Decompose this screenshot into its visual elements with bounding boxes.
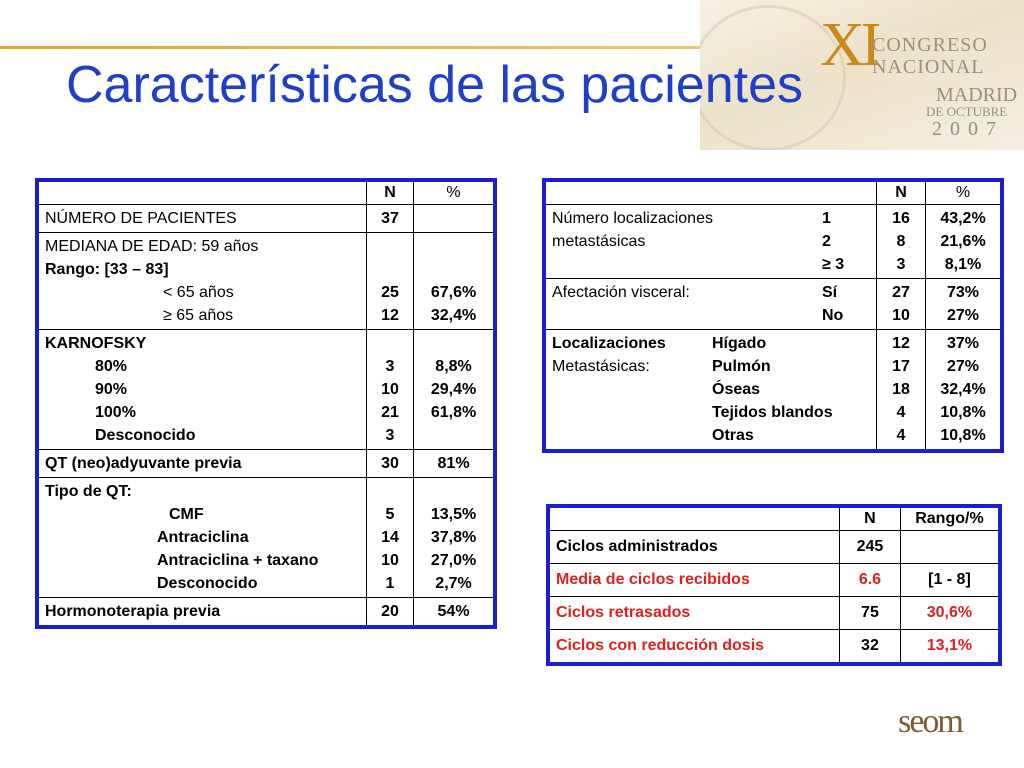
pct-value: 37% [946, 335, 980, 352]
n-value: 3 [896, 256, 906, 273]
row-label [37, 478, 366, 598]
table-row [544, 205, 1002, 279]
table-header-row [548, 506, 1000, 531]
sub-col [822, 281, 862, 327]
header-blank [548, 506, 840, 531]
row-label [544, 205, 877, 279]
table-row [548, 531, 1000, 564]
sub-value: Óseas [712, 381, 761, 398]
label-line: Metastásicas: [552, 358, 650, 375]
pct-value: 27% [946, 358, 980, 375]
row-n: 245 [840, 531, 901, 564]
slide-title: Características de las pacientes [66, 56, 804, 114]
logo-line-2: NACIONAL [872, 56, 985, 78]
label-line: 80% [95, 358, 128, 375]
row-rango: 13,1% [900, 630, 1000, 665]
label-line: Afectación visceral: [552, 284, 690, 301]
sub-col [712, 332, 852, 447]
pct-value: 61,8% [430, 404, 477, 421]
pct-value: 8,1% [944, 256, 982, 273]
header-n: N [366, 180, 413, 205]
n-value: 14 [381, 529, 399, 546]
pct-value: 8,8% [435, 358, 472, 375]
n-value: 12 [892, 335, 910, 352]
cycles-table [546, 504, 1002, 666]
n-value: 25 [381, 284, 399, 301]
table-row [37, 233, 495, 330]
n-value: 37 [381, 210, 399, 227]
n-value: 8 [896, 233, 906, 250]
sub-value: No [822, 307, 844, 324]
row-label [37, 205, 366, 233]
n-value: 10 [381, 552, 399, 569]
n-value: 10 [892, 307, 910, 324]
n-value: 21 [381, 404, 399, 421]
pct-value: 27% [946, 307, 980, 324]
label-line: Desconocido [95, 427, 196, 444]
row-rango: 30,6% [900, 597, 1000, 630]
row-n [366, 205, 413, 233]
sub-value: 2 [822, 233, 831, 250]
sub-value: ≥ 3 [822, 256, 845, 273]
header-blank [37, 180, 366, 205]
row-n [366, 478, 413, 598]
label-col [552, 207, 822, 276]
table-header-row [544, 180, 1002, 205]
label-line: Antraciclina + taxano [157, 552, 319, 569]
label-line: Número localizaciones [552, 210, 713, 227]
row-n [877, 205, 926, 279]
table-row [544, 330, 1002, 452]
n-value [373, 480, 407, 503]
header-n: N [840, 506, 901, 531]
row-label [544, 279, 877, 330]
pct-value [420, 235, 487, 258]
row-n [877, 279, 926, 330]
label-line: < 65 años [163, 284, 234, 301]
n-value: 1 [385, 575, 395, 592]
row-n: 32 [840, 630, 901, 665]
pct-value: 32,4% [430, 307, 477, 324]
pct-value: 32,4% [940, 381, 986, 398]
row-pct [414, 478, 495, 598]
sub-value: Sí [822, 284, 838, 301]
sub-value: 1 [822, 210, 831, 227]
n-value: 17 [892, 358, 910, 375]
table-row [548, 630, 1000, 665]
row-label: Media de ciclos recibidos [548, 564, 840, 597]
n-value [373, 258, 407, 281]
table-header-row [37, 180, 495, 205]
sub-value: Hígado [712, 335, 767, 352]
seom-logo: seom [898, 703, 962, 740]
n-value: 3 [385, 427, 395, 444]
n-value [373, 332, 407, 355]
row-pct [414, 233, 495, 330]
n-value: 5 [385, 506, 395, 523]
logo-line-1: CONGRESO [872, 34, 988, 56]
row-pct [414, 450, 495, 478]
pct-value: 67,6% [430, 284, 477, 301]
row-label [37, 450, 366, 478]
row-pct [926, 330, 1003, 452]
logo-line-4: DE OCTUBRE [926, 104, 1008, 119]
pct-value: 43,2% [940, 210, 986, 227]
row-label [37, 598, 366, 628]
label-line: metastásicas [552, 233, 646, 250]
row-pct [414, 330, 495, 450]
n-value: 27 [892, 284, 910, 301]
label-line: 100% [95, 404, 136, 421]
row-n [877, 330, 926, 452]
pct-value: 10,8% [940, 404, 986, 421]
table-row [37, 450, 495, 478]
table-row [544, 279, 1002, 330]
logo-line-3: MADRID [936, 84, 1018, 106]
table-row [37, 330, 495, 450]
n-value: 20 [381, 603, 399, 620]
row-label [37, 233, 366, 330]
label-line: Rango: [33 – 83] [45, 261, 169, 278]
pct-value: 10,8% [940, 427, 986, 444]
n-value [373, 235, 407, 258]
label-line: QT (neo)adyuvante previa [45, 455, 242, 472]
metastasis-table [542, 178, 1004, 453]
row-label: Ciclos retrasados [548, 597, 840, 630]
row-n [366, 233, 413, 330]
n-value: 16 [892, 210, 910, 227]
logo-year: 2007 [932, 118, 1004, 140]
n-value: 18 [892, 381, 910, 398]
pct-value [420, 258, 487, 281]
label-col [552, 332, 712, 447]
label-split [552, 207, 870, 276]
row-label [37, 330, 366, 450]
pct-value: 29,4% [430, 381, 477, 398]
pct-value: 2,7% [435, 575, 472, 592]
pct-value: 54% [437, 603, 470, 620]
label-split [552, 281, 870, 327]
pct-value: 27,0% [430, 552, 477, 569]
n-value: 4 [896, 404, 906, 421]
row-pct [414, 205, 495, 233]
label-line [552, 304, 822, 327]
pct-value: 21,6% [940, 233, 986, 250]
header-pct: % [414, 180, 495, 205]
row-pct [414, 598, 495, 628]
pct-value: 37,8% [430, 529, 477, 546]
row-label: Ciclos con reducción dosis [548, 630, 840, 665]
pct-value [420, 424, 487, 447]
label-line: Desconocido [157, 575, 258, 592]
row-rango [900, 531, 1000, 564]
logo-roman-numeral: XI [820, 11, 878, 79]
label-line [552, 253, 822, 276]
table-row [548, 597, 1000, 630]
label-line: KARNOFSKY [45, 335, 147, 352]
sub-value: Pulmón [712, 358, 771, 375]
row-pct [926, 205, 1003, 279]
header-rango: Rango/% [900, 506, 1000, 531]
pct-value: 13,5% [430, 506, 477, 523]
label-line: Hormonoterapia previa [45, 603, 221, 620]
sub-value: Tejidos blandos [712, 404, 833, 421]
row-n [366, 450, 413, 478]
row-n: 75 [840, 597, 901, 630]
pct-value: 73% [946, 284, 980, 301]
pct-value: 81% [437, 455, 470, 472]
n-value: 4 [896, 427, 906, 444]
header-n: N [877, 180, 926, 205]
row-pct [926, 279, 1003, 330]
table-row [37, 205, 495, 233]
row-label: Ciclos administrados [548, 531, 840, 564]
row-n [366, 330, 413, 450]
label-line: CMF [169, 506, 204, 523]
table-row [37, 598, 495, 628]
header-pct: % [926, 180, 1003, 205]
row-rango: [1 - 8] [900, 564, 1000, 597]
label-line: NÚMERO DE PACIENTES [45, 210, 237, 227]
n-value: 30 [381, 455, 399, 472]
sub-col [822, 207, 862, 276]
label-col [552, 281, 822, 327]
label-split [552, 332, 870, 447]
label-line: Localizaciones [552, 335, 666, 352]
label-line: ≥ 65 años [163, 307, 234, 324]
label-line: Antraciclina [157, 529, 249, 546]
n-value: 3 [385, 358, 395, 375]
sub-value: Otras [712, 427, 754, 444]
table-row [37, 478, 495, 598]
n-value: 12 [381, 307, 399, 324]
row-n: 6.6 [840, 564, 901, 597]
label-line: 90% [95, 381, 128, 398]
label-line: Tipo de QT: [45, 483, 132, 500]
label-line: MEDIANA DE EDAD: 59 años [45, 238, 259, 255]
patient-characteristics-table [35, 178, 497, 629]
header-blank [544, 180, 877, 205]
row-label [544, 330, 877, 452]
table-row [548, 564, 1000, 597]
pct-value [420, 480, 487, 503]
row-n [366, 598, 413, 628]
n-value: 10 [381, 381, 399, 398]
pct-value [420, 332, 487, 355]
